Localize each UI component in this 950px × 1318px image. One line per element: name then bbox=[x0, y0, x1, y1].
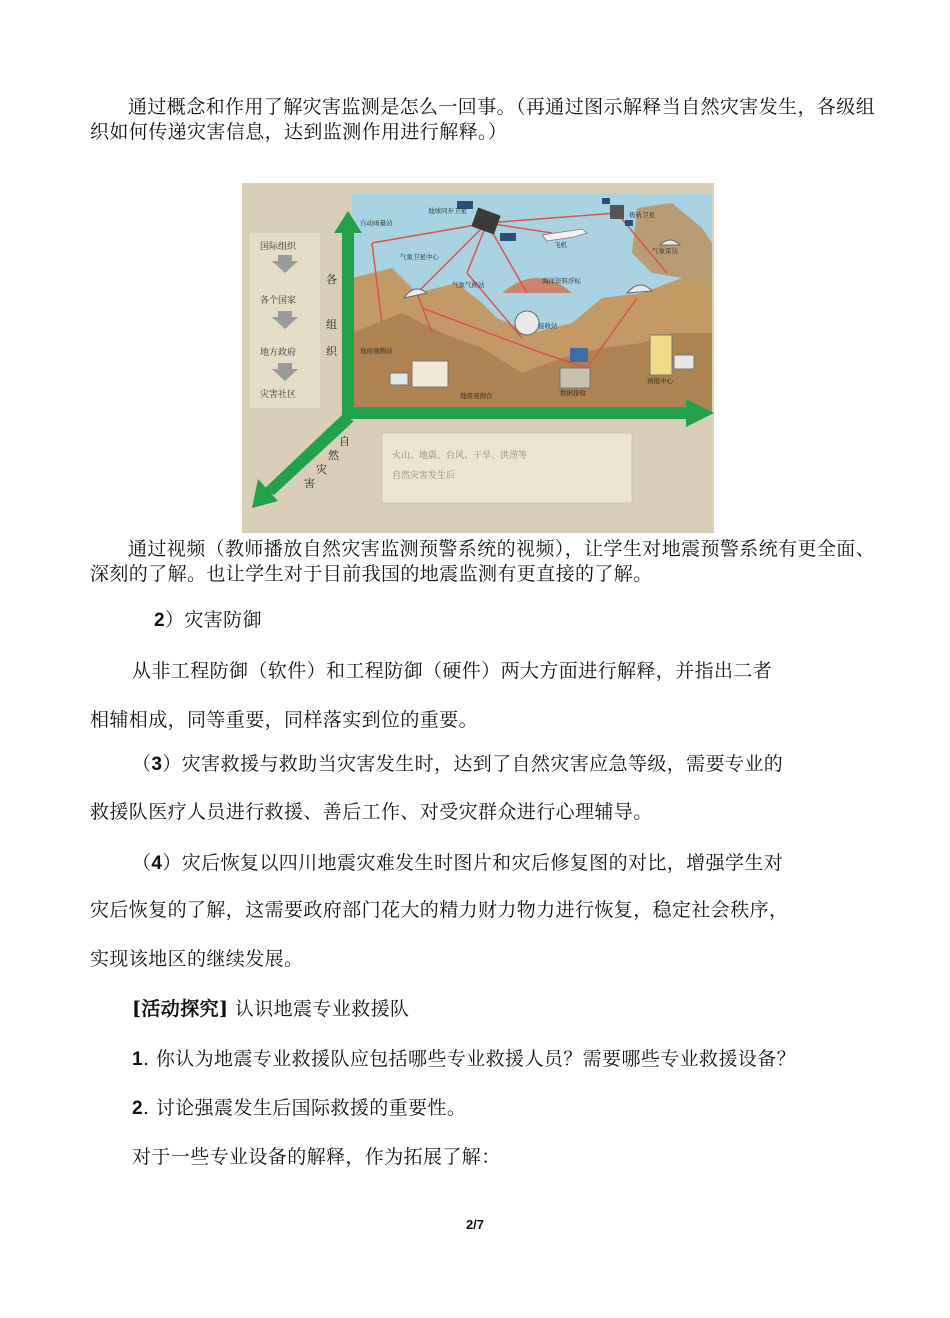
label-weather-center: 气象卫星中心 bbox=[400, 253, 439, 261]
question-1-text: . 你认为地震专业救援队应包括哪些专业救援人员？需要哪些专业救援设备？ bbox=[142, 1048, 797, 1070]
z-axis-label-3: 灾 bbox=[316, 463, 327, 476]
section-2-title: ）灾害防御 bbox=[164, 609, 262, 631]
defense-line-2: 相辅相成，同等重要，同样落实到位的重要。 bbox=[90, 709, 479, 731]
recovery-prefix: （ bbox=[132, 852, 152, 874]
hierarchy-countries: 各个国家 bbox=[260, 296, 297, 306]
y-axis-label-2: 组 bbox=[326, 318, 337, 331]
video-paragraph: 通过视频（教师播放自然灾害监测预警系统的视频），让学生对地震预警系统有更全面、深刻的了解。也让学生对于目前我国的地震监测有更直接的了解。 bbox=[90, 538, 876, 585]
label-aircraft: 飞机 bbox=[554, 241, 567, 249]
rescue-number: 3 bbox=[151, 754, 163, 775]
rescue-text: ）灾害救援与救助当灾害发生时，达到了自然灾害应急等级，需要专业的 bbox=[162, 753, 784, 775]
question-1-number: 1 bbox=[132, 1049, 143, 1070]
section-2-heading bbox=[154, 608, 262, 633]
hierarchy-local-government: 地方政府 bbox=[260, 348, 297, 358]
recovery-line-3: 实现该地区的继续发展。 bbox=[90, 948, 304, 970]
hierarchy-international: 国际组织 bbox=[260, 242, 297, 252]
question-1 bbox=[132, 1047, 796, 1072]
intro-paragraph: 通过概念和作用了解灾害监测是怎么一回事。（再通过图示解释当自然灾害发生，各级组织如何传递灾害信息，达到监测作用进行解释。） bbox=[90, 96, 876, 143]
disaster-box bbox=[382, 433, 632, 503]
label-rain-station: 自动雨量站 bbox=[360, 219, 393, 227]
recovery-line-2: 灾后恢复的了解，这需要政府部门花大的精力财力物力进行恢复，稳定社会秩序， bbox=[90, 899, 789, 921]
z-axis-label-2: 然 bbox=[328, 449, 339, 462]
disaster-box-line1: 火山、地震、台风、干旱、洪涝等 bbox=[392, 451, 528, 461]
page-number: 2/7 bbox=[465, 1217, 485, 1232]
label-buoy: 海洋资料浮标 bbox=[542, 277, 581, 285]
label-receiving-station: 接收站 bbox=[538, 322, 558, 330]
activity-title: 认识地震专业救援队 bbox=[234, 998, 410, 1020]
disaster-monitoring-figure bbox=[242, 183, 714, 533]
question-2-text: . 讨论强震发生后国际救援的重要性。 bbox=[142, 1097, 467, 1119]
z-axis-label-1: 自 bbox=[339, 435, 350, 448]
activity-bracketed: [活动探究] bbox=[132, 998, 229, 1020]
y-axis-label-3: 织 bbox=[326, 345, 337, 358]
question-2-number: 2 bbox=[132, 1098, 143, 1119]
hierarchy-column bbox=[250, 233, 320, 408]
label-ground-observation: 地面观测站 bbox=[360, 347, 393, 355]
z-axis-label-4: 害 bbox=[304, 477, 315, 490]
label-forecast-center: 预报中心 bbox=[647, 377, 673, 385]
recovery-text: ）灾后恢复以四川地震灾难发生时图片和灾后修复图的对比，增强学生对 bbox=[162, 852, 784, 874]
activity-heading bbox=[132, 997, 409, 1022]
label-polar-satellite: 极轨卫星 bbox=[629, 211, 655, 219]
label-weather-station: 气象气候站 bbox=[452, 281, 485, 289]
x-axis-arrow bbox=[348, 407, 688, 419]
y-axis-arrow bbox=[342, 228, 354, 418]
label-data-receiver: 数据接收 bbox=[560, 389, 586, 397]
label-weather-radar: 气象雷达 bbox=[652, 247, 678, 255]
y-axis-label-1: 各 bbox=[326, 273, 337, 286]
receiving-station-icon bbox=[515, 311, 539, 335]
rescue-line-2: 救援队医疗人员进行救援、善后工作、对受灾群众进行心理辅导。 bbox=[90, 801, 653, 823]
question-2 bbox=[132, 1096, 466, 1121]
section-2-number: 2 bbox=[154, 610, 165, 631]
label-geo-satellite: 地球同步卫星 bbox=[428, 207, 467, 215]
hierarchy-community: 灾害社区 bbox=[260, 390, 297, 400]
recovery-number: 4 bbox=[151, 853, 163, 874]
defense-line-1: 从非工程防御（软件）和工程防御（硬件）两大方面进行解释，并指出二者 bbox=[132, 660, 773, 682]
rescue-prefix: （ bbox=[132, 753, 152, 775]
disaster-box-line2: 自然灾害发生后 bbox=[392, 471, 456, 481]
label-seismic-station: 地震观测台 bbox=[460, 392, 493, 400]
recovery-line-1 bbox=[132, 851, 783, 876]
extension-line: 对于一些专业设备的解释，作为拓展了解： bbox=[132, 1146, 501, 1168]
rescue-line-1 bbox=[132, 752, 783, 777]
